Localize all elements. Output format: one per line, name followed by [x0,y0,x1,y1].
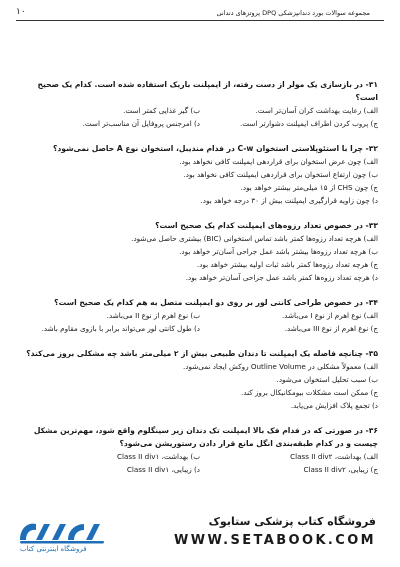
question-35 [22,347,378,412]
option-c: ج) نوع اهرم از نوع III می‌باشد. [284,324,378,333]
option-a: الف) نوع اهرم از نوع I می‌باشد. [281,311,378,320]
option-c: ج) ممکن است مشکلات بیومکانیکال بروز کند. [241,388,378,397]
store-url[interactable]: WWW.SETABOOK.COM [173,533,376,548]
question-list [22,78,378,488]
option-a: الف) بهداشت، Class II div۲ [290,452,378,461]
option-c: ج) پروب کردن اطراف ایمپلنت دشوارتر است. [239,119,378,128]
option-a: الف) رعایت بهداشت کران آسان‌تر است. [255,106,378,115]
question-34 [22,296,378,335]
option-d: د) زیبایی، Class II div۱ [126,465,200,474]
option-d: د) امرجنس پروفایل آن مناسب‌تر است. [82,119,200,128]
header-title: مجموعه سوالات بورد دندانپزشکی DPQ پروتزهای دندانی [216,9,370,17]
question-text: ۳۲- چرا با استئوپلاستی استخوان C-w در فدام مندیبل، استخوان نوع A حاصل نمی‌شود؟ [53,144,378,153]
question-text: ۳۱- در بازسازی یک مولر از دست رفته، از ایمپلنت باریک استفاده شده است. کدام یک صحیح است؟ [37,80,378,102]
question-36 [22,424,378,476]
option-a: الف) چون عرض استخوان برای قراردهی ایمپلنت کافی نخواهد بود. [179,157,378,166]
option-a: الف) هرچه تعداد رزوه‌ها کمتر باشد تماس استخوانی (BIC) بیشتری حاصل می‌شود. [131,234,378,243]
question-text: ۳۵- چنانچه فاصله یک ایمپلنت تا دندان طبیعی بیش از ۲ میلی‌متر باشد چه مشکلی بروز می‌کند؟ [26,349,378,358]
option-b: ب) هرچه تعداد رزوه‌ها بیشتر باشد عمل جراحی آسان‌تر خواهد بود. [179,247,378,256]
option-b: ب) نوع اهرم از نوع II می‌باشد. [106,311,200,320]
page-number: ۱۰ [16,7,26,17]
option-d: د) هرچه تعداد رزوه‌ها کمتر باشد عمل جراحی آسان‌تر خواهد بود. [185,273,378,282]
option-d: د) طول کانتی لور می‌تواند برابر با بازوی مقاوم باشد. [41,324,200,333]
option-d: د) چون زاویه قرارگیری ایمپلنت بیش از ۳۰ درجه خواهد بود. [200,196,378,205]
option-b: ب) گیر غذایی کمتر است. [123,106,200,115]
option-c: ج) چون CHS از ۱۵ میلی‌متر بیشتر خواهد بود. [240,183,378,192]
logo-subtitle: فروشگاه اینترنتی کتاب [20,545,87,553]
option-b: ب) بهداشت، Class II div۱ [116,452,200,461]
store-name: فروشگاه کتاب پزشکی ستابوک [208,515,376,528]
option-a: الف) معمولاً مشکلی در Outline Volume روکش ایجاد نمی‌شود. [183,362,378,371]
question-text: ۳۴- در خصوص طراحی کانتی لور بر روی دو ایمپلنت متصل به هم کدام یک صحیح است؟ [54,298,378,307]
option-c: ج) هرچه تعداد رزوه‌ها کمتر باشد ثبات اولیه بیشتر خواهد بود. [196,260,378,269]
option-d: د) تجمع پلاک افزایش می‌یابد. [290,401,378,410]
question-33 [22,219,378,284]
option-b: ب) سبب تحلیل استخوان می‌شود. [276,375,378,384]
question-text: ۳۳- در خصوص تعداد رزوه‌های ایمپلنت کدام یک صحیح است؟ [155,221,378,230]
question-32 [22,142,378,207]
question-text: ۳۶- در صورتی که در فدام فک بالا ایمپلنت تک دندان زیر سینگلوم واقع شود، مهم‌ترین مشکل چیست و در کدام طبقه‌بندی انگل مانع قرار دادن رستوریشن می‌شود؟ [33,426,378,448]
option-b: ب) چون ارتفاع استخوان برای قراردهی ایمپلنت کافی نخواهد بود. [183,170,378,179]
option-c: ج) زیبایی، Class II div۲ [303,465,378,474]
question-31 [22,78,378,130]
page-header [16,6,384,21]
